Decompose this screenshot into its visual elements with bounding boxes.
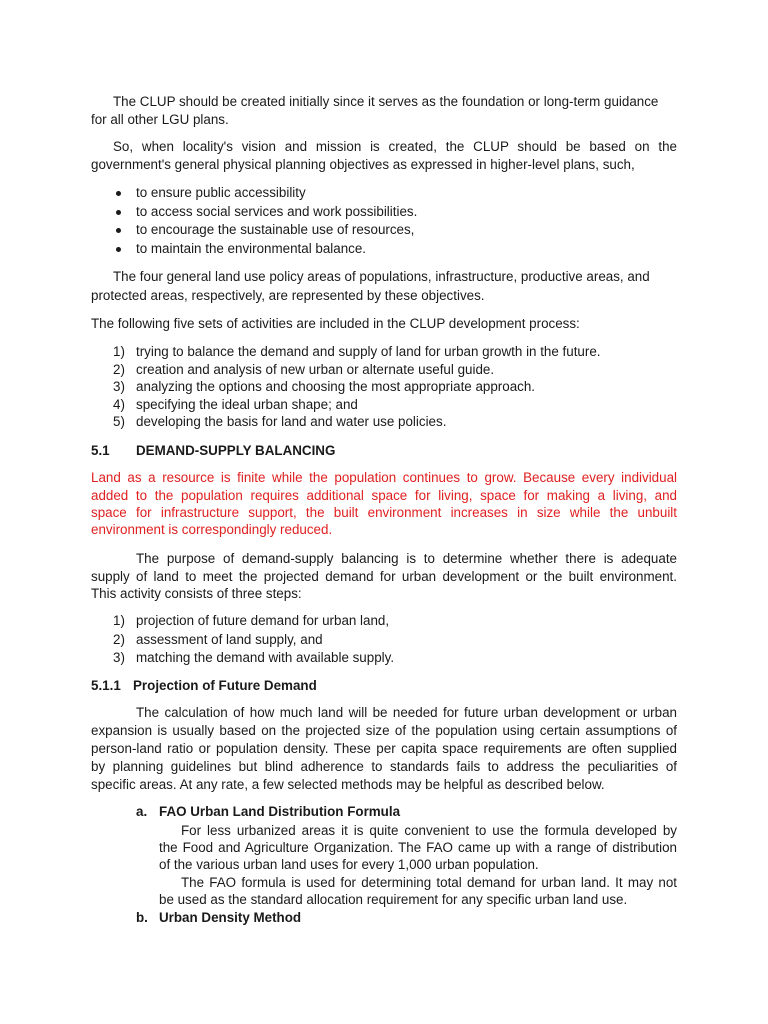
bullet-icon [116,247,121,252]
activity-num: 4) [113,397,125,412]
red-para-line-4: environment is correspondingly reduced. [91,522,333,537]
item-title: Urban Density Method [159,910,302,925]
p6-line-3: person-land ratio or population density. These per capita space requirements are often supplied [91,741,677,756]
p3-line-1: The four general land use policy areas of populations, infrastructure, productive areas, and [113,269,650,284]
p6-line-4: by planning guidelines but blind adherence to standards fails to address the peculiarities of [91,759,677,774]
p5-line-3: This activity consists of three steps: [91,586,302,601]
objective-item: to encourage the sustainable use of resources, [136,222,415,237]
activity-text: developing the basis for land and water use policies. [136,414,447,429]
red-para-line-3: space for infrastructure support, the built environment increases in size while the unbuilt [91,505,677,520]
p2-line-1: So, when locality's vision and mission is created, the CLUP should be based on the [113,139,677,154]
p6-line-2: expansion is usually based on the projected size of the population using certain assumptions of [91,723,677,738]
step-text: projection of future demand for urban land, [136,613,390,628]
item-label: a. [136,804,148,819]
activity-num: 3) [113,379,125,394]
step-num: 3) [113,650,125,665]
activity-text: specifying the ideal urban shape; and [136,397,358,412]
red-para-line-1: Land as a resource is finite while the population continues to grow. Because every individual [91,470,677,485]
red-para-line-2: added to the population requires additional space for living, space for making a living, and [91,488,677,503]
objective-item: to access social services and work possibilities. [136,204,418,219]
activity-text: trying to balance the demand and supply of land for urban growth in the future. [136,344,601,359]
activity-text: analyzing the options and choosing the most appropriate approach. [136,379,536,394]
activity-num: 5) [113,414,125,429]
item-a-para2-line-2: be used as the standard allocation requirement for any specific urban land use. [159,892,628,907]
p6-line-1: The calculation of how much land will be needed for future urban development or urban [136,705,677,720]
p6-line-5: specific areas. At any rate, a few selected methods may be helpful as described below. [91,777,605,792]
item-a-para1-line-1: For less urbanized areas it is quite convenient to use the formula developed by [181,823,677,838]
p5-line-1: The purpose of demand-supply balancing is to determine whether there is adequate [136,551,677,566]
p5-line-2: supply of land to meet the projected demand for urban development or the built environment. [91,569,677,584]
bullet-icon [116,210,121,215]
subsection-title: Projection of Future Demand [133,678,317,693]
p4: The following five sets of activities are included in the CLUP development process: [91,316,580,331]
p2-line-2: government's general physical planning objectives as expressed in higher-level plans, such, [91,157,635,172]
activity-num: 1) [113,344,125,359]
bullet-icon [116,191,121,196]
p1-line-1: The CLUP should be created initially since it serves as the foundation or long-term guidance [113,94,659,109]
activity-text: creation and analysis of new urban or alternate useful guide. [136,362,495,377]
step-num: 1) [113,613,125,628]
step-text: assessment of land supply, and [136,632,323,647]
bullet-icon [116,228,121,233]
objective-item: to ensure public accessibility [136,185,306,200]
step-text: matching the demand with available supply. [136,650,395,665]
item-a-para1-line-3: of the various urban land uses for every 1,000 urban population. [159,857,539,872]
item-a-para1-line-2: the Food and Agriculture Organization. The FAO came up with a range of distribution [159,840,677,855]
section-number: 5.1 [91,443,110,458]
step-num: 2) [113,632,125,647]
section-title: DEMAND-SUPPLY BALANCING [136,443,336,458]
p3-line-2: protected areas, respectively, are represented by these objectives. [91,288,485,303]
item-title: FAO Urban Land Distribution Formula [159,804,401,819]
subsection-number: 5.1.1 [91,678,121,693]
objective-item: to maintain the environmental balance. [136,241,367,256]
p1-line-2: for all other LGU plans. [91,112,229,127]
item-a-para2-line-1: The FAO formula is used for determining total demand for urban land. It may not [181,875,677,890]
activity-num: 2) [113,362,125,377]
item-label: b. [136,910,148,925]
